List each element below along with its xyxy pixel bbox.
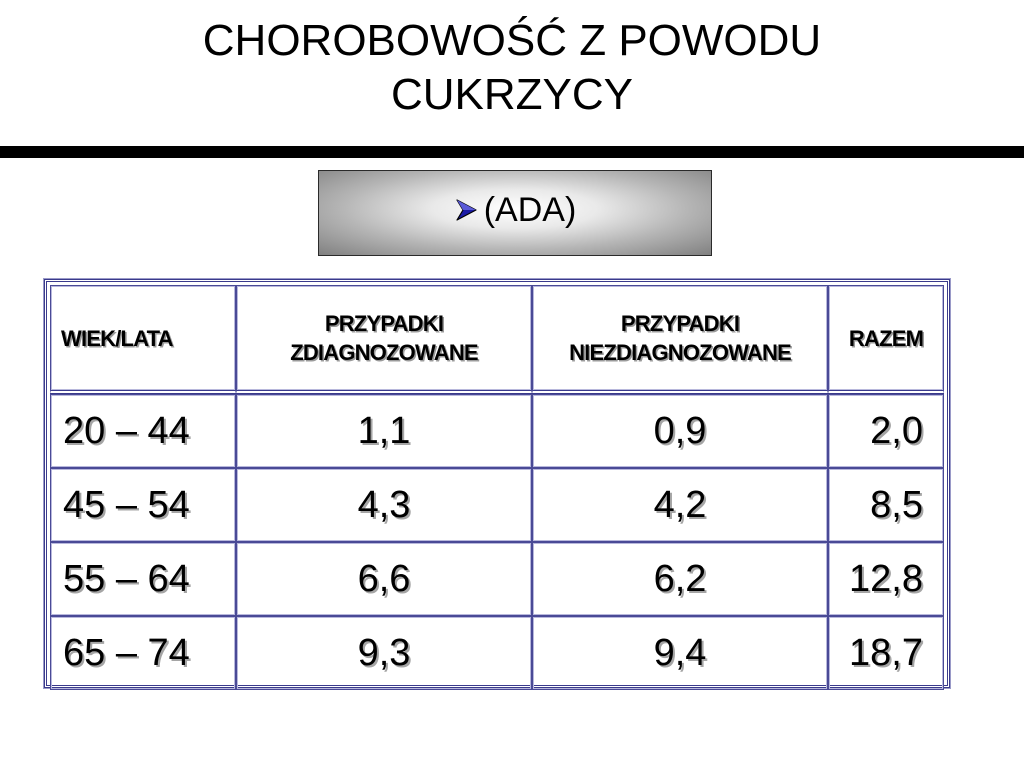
arrow-bullet-icon (454, 197, 480, 223)
cell-undiagnosed: 6,2 (532, 542, 828, 616)
cell-age: 45 – 54 (50, 468, 236, 542)
header-diagnosed-line-2: ZDIAGNOZOWANE (290, 340, 478, 365)
prevalence-table (44, 279, 950, 688)
cell-diagnosed: 6,6 (236, 542, 532, 616)
slide-title (0, 14, 1024, 122)
slide-title-line-2: CUKRZYCY (390, 70, 634, 119)
cell-age: 55 – 64 (50, 542, 236, 616)
subtitle-text: (ADA) (483, 190, 577, 229)
header-undiagnosed (532, 285, 828, 394)
cell-undiagnosed: 9,4 (532, 616, 828, 690)
cell-diagnosed: 4,3 (236, 468, 532, 542)
table-header-row (50, 285, 944, 394)
slide-title-line-1: CHOROBOWOŚĆ Z POWODU (202, 16, 822, 65)
header-total: RAZEM (828, 285, 944, 394)
header-undiagnosed-line-1: PRZYPADKI (620, 311, 740, 336)
cell-diagnosed: 9,3 (236, 616, 532, 690)
cell-total: 2,0 (828, 394, 944, 468)
table-row (50, 468, 944, 542)
table-row (50, 394, 944, 468)
header-age: WIEK/LATA (50, 285, 236, 394)
cell-undiagnosed: 4,2 (532, 468, 828, 542)
header-diagnosed (236, 285, 532, 394)
cell-total: 12,8 (828, 542, 944, 616)
table-row (50, 542, 944, 616)
cell-total: 18,7 (828, 616, 944, 690)
cell-age: 20 – 44 (50, 394, 236, 468)
cell-diagnosed: 1,1 (236, 394, 532, 468)
cell-age: 65 – 74 (50, 616, 236, 690)
cell-total: 8,5 (828, 468, 944, 542)
header-diagnosed-line-1: PRZYPADKI (324, 311, 444, 336)
title-divider (0, 146, 1024, 158)
cell-undiagnosed: 0,9 (532, 394, 828, 468)
header-undiagnosed-line-2: NIEZDIAGNOZOWANE (569, 340, 791, 365)
table-row (50, 616, 944, 690)
subtitle-box (318, 170, 712, 256)
